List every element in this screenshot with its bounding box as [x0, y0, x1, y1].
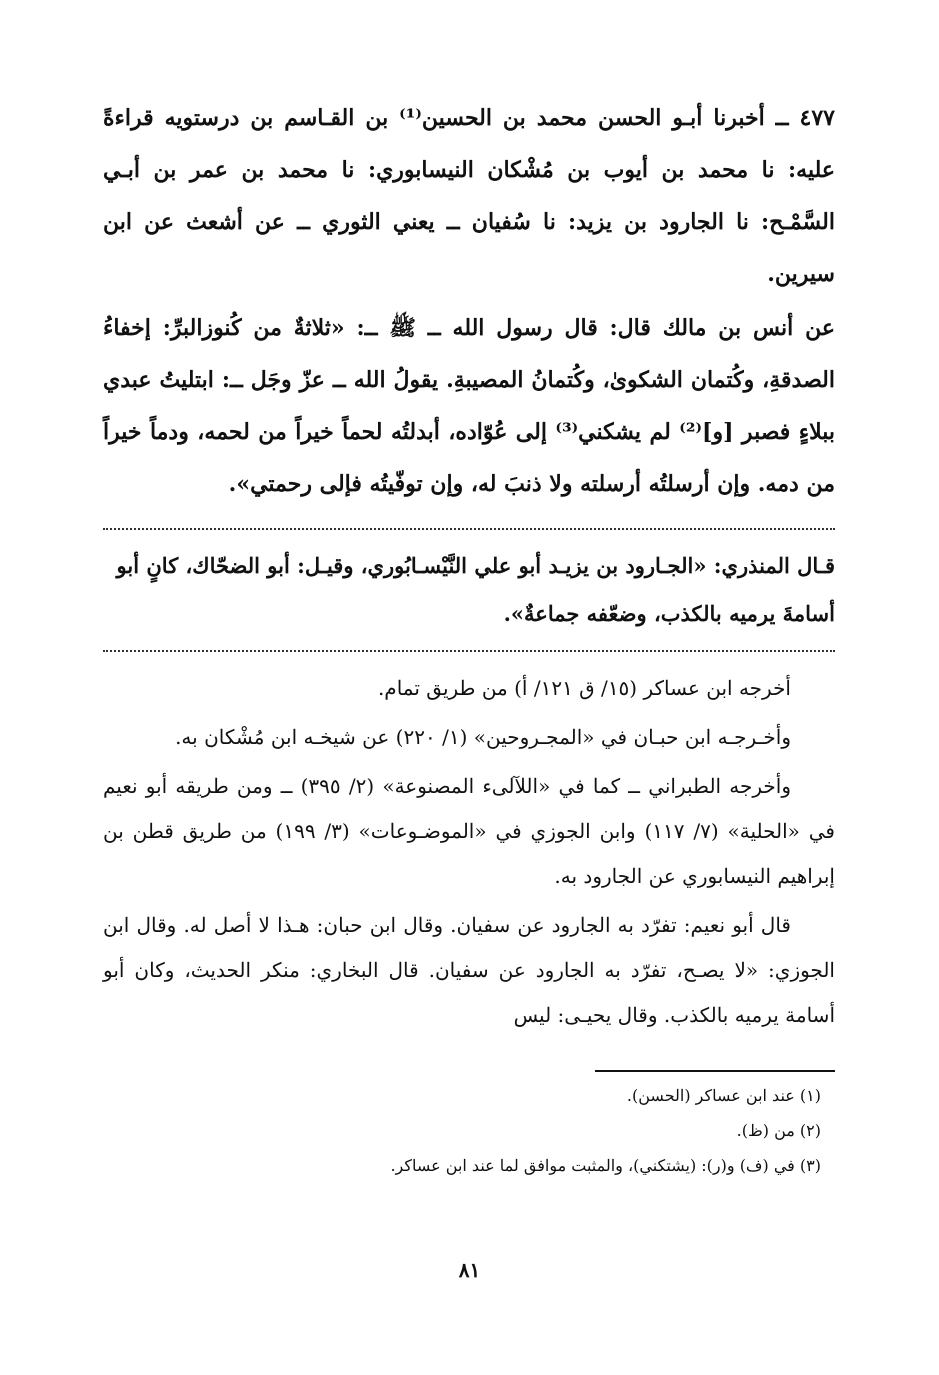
- dotted-divider-top: [103, 528, 835, 530]
- commentary-paragraph: وأخرجه الطبراني ــ كما في «اللآلىء المصنوعة» (٢/ ٣٩٥) ــ ومن طريقه أبو نعيم في «الحلية» (٧/ ١١٧) وابن الجوزي في «الموضـوعات» (٣/ ١٩٩) من طريق قطن بن إبراهيم النيسابوري عن الجارود به.: [103, 774, 835, 888]
- hadith-number: ٤٧٧: [799, 105, 835, 131]
- footnote-separator-wrap: [103, 1042, 835, 1078]
- footnote-item: (٢) من (ظ).: [736, 1121, 821, 1140]
- footnote-item: (٣) في (ف) و(ر): (يشتكني)، والمثبت موافق لما عند ابن عساكر.: [390, 1156, 821, 1175]
- page-number: ٨١: [458, 1258, 481, 1282]
- book-page: [103, 92, 835, 1183]
- commentary-paragraph: أخرجه ابن عساكر (١٥/ ق ١٢١/ أ) من طريق تمام.: [377, 676, 791, 700]
- commentary-paragraph: قال أبو نعيم: تفرّد به الجارود عن سفيان. وقال ابن حبان: هـذا لا أصل له. وقال ابن الجوزي: «لا يصـح، تفرّد به الجارود عن سفيان. قال البخاري: منكر الحديث، وكان أبو أسامة يرميه بالكذب. وقال يحيـى: ليس: [103, 913, 835, 1027]
- hadith-isnad-paragraph: [103, 92, 835, 300]
- dotted-divider-bottom: [103, 650, 835, 652]
- hadith-section: [103, 92, 835, 510]
- footnotes: [103, 1078, 835, 1183]
- commentary-paragraph: وأخـرجـه ابن حبـان في «المجـروحين» (١/ ٢٢٠) عن شيخـه ابن مُشْكان به.: [175, 725, 791, 749]
- mundhiri-quote: قـال المنذري: «الجـارود بن يزيـد أبو علي النَّيْسـابُوري، وقيـل: أبو الضحّاك، كانٍ أبو أسامةَ يرميه بالكذب، وضعّفه جماعةٌ».: [116, 553, 835, 626]
- hadith-isnad-text: ــ أخبرنا أبـو الحسن محمد بن الحسين⁽¹⁾ بن القـاسم بن درستويه قراءةً عليه: نا محمد بن أيوب بن مُشْكان النيسابوري: نا محمد بن عمر بن أبـي السَّمْـح: نا الجارود بن يزيد: نا سُفيان ــ يعني الثوري ــ عن أشعث عن ابن سيرين.: [103, 105, 835, 287]
- takhrij-commentary: [103, 666, 835, 1038]
- footnote-separator-line: [595, 1070, 835, 1072]
- footnote-item: (١) عند ابن عساكر (الحسن).: [626, 1086, 821, 1105]
- hadith-matn-text: عن أنس بن مالك قال: قال رسول الله ــ ﷺ ــ: «ثلاثةٌ من كُنوزالبرِّ: إخفاءُ الصدقةِ، وكُتمان الشكوىٰ، وكُتمانُ المصيبةِ. يقولُ الله ــ عزّ وجَل ــ: ابتليتُ عبدي ببلاءٍ فصبر [و]⁽²⁾ لم يشكني⁽³⁾ إلى عُوّاده، أبدلتُه لحماً خيراً من لحمه، ودماً خيراً من دمه. وإن أرسلتُه أرسلته ولا ذنبَ له، وإن توفّيتُه فإلى رحمتي».: [103, 315, 835, 497]
